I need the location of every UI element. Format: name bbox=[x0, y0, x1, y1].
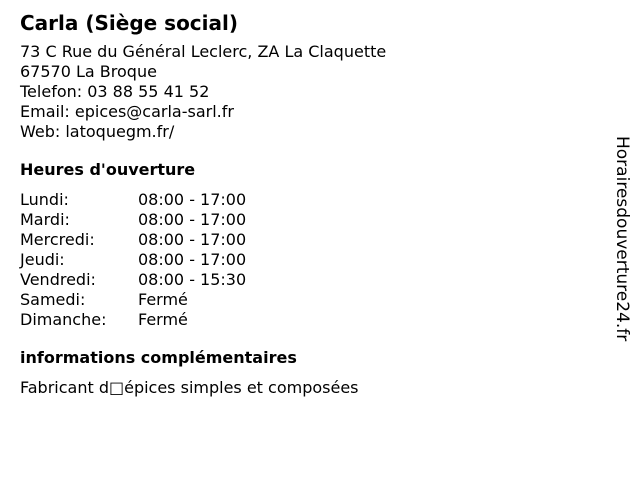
hours-time: 08:00 - 17:00 bbox=[138, 250, 247, 269]
hours-day: Mardi: bbox=[20, 210, 70, 229]
watermark-site-name: Horairesdouverture24.fr bbox=[612, 136, 632, 342]
hours-time: 08:00 - 15:30 bbox=[138, 270, 247, 289]
hours-day: Samedi: bbox=[20, 290, 86, 309]
hours-row bbox=[20, 270, 580, 290]
address-line-1: 73 C Rue du Général Leclerc, ZA La Claquette bbox=[20, 42, 387, 61]
hours-row bbox=[20, 250, 580, 270]
email-line: Email: epices@carla-sarl.fr bbox=[20, 102, 234, 121]
phone-line: Telefon: 03 88 55 41 52 bbox=[20, 82, 210, 101]
hours-time: Fermé bbox=[138, 290, 188, 309]
hours-time: 08:00 - 17:00 bbox=[138, 230, 247, 249]
business-card bbox=[20, 10, 580, 398]
hours-day: Mercredi: bbox=[20, 230, 95, 249]
hours-day: Jeudi: bbox=[20, 250, 65, 269]
hours-row bbox=[20, 230, 580, 250]
hours-time: 08:00 - 17:00 bbox=[138, 190, 247, 209]
hours-day: Dimanche: bbox=[20, 310, 107, 329]
hours-table bbox=[20, 190, 580, 330]
hours-row bbox=[20, 190, 580, 210]
info-text: Fabricant d□épices simples et composées bbox=[20, 378, 359, 397]
info-title: informations complémentaires bbox=[20, 348, 297, 367]
hours-time: 08:00 - 17:00 bbox=[138, 210, 247, 229]
hours-day: Lundi: bbox=[20, 190, 69, 209]
address-line-2: 67570 La Broque bbox=[20, 62, 157, 81]
hours-row bbox=[20, 210, 580, 230]
hours-time: Fermé bbox=[138, 310, 188, 329]
hours-title: Heures d'ouverture bbox=[20, 160, 196, 179]
web-line: Web: latoquegm.fr/ bbox=[20, 122, 175, 141]
business-name: Carla (Siège social) bbox=[20, 11, 239, 35]
hours-row bbox=[20, 310, 580, 330]
hours-day: Vendredi: bbox=[20, 270, 96, 289]
hours-row bbox=[20, 290, 580, 310]
